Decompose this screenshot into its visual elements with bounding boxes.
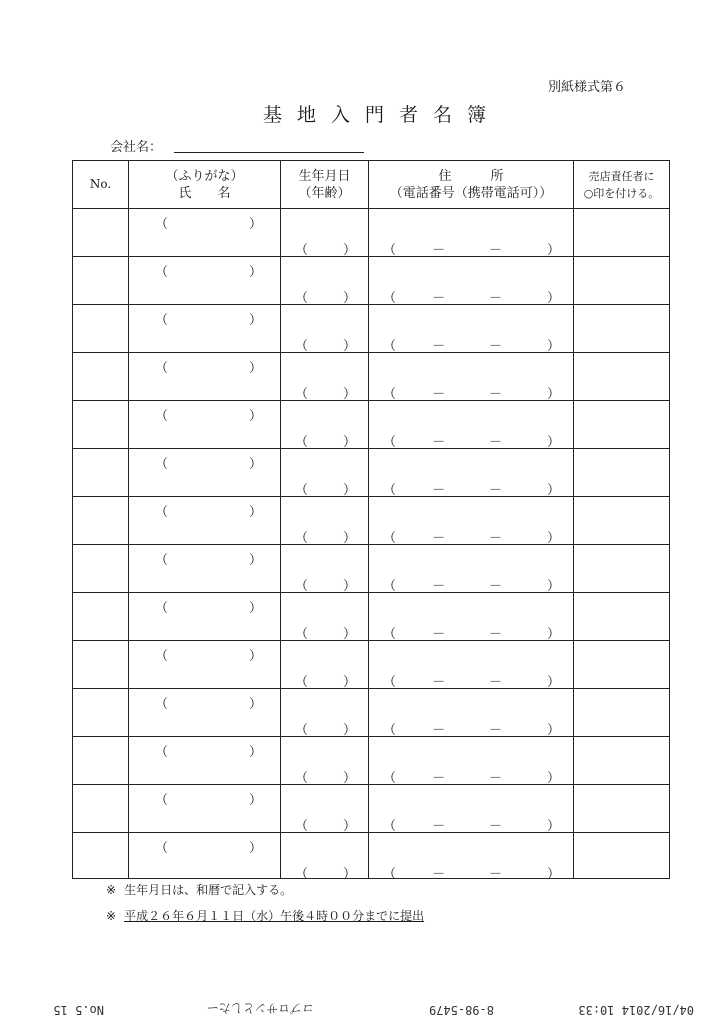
age-open-paren: （ bbox=[295, 483, 309, 498]
row-no-cell[interactable] bbox=[73, 209, 129, 257]
age-close-paren: ） bbox=[343, 339, 357, 354]
age-open-paren: （ bbox=[295, 531, 309, 546]
phone-dash-1: － bbox=[432, 435, 446, 450]
row-responsible-cell[interactable] bbox=[574, 833, 670, 879]
note-2-text: 平成２６年６月１１日（水）午後４時００分までに提出 bbox=[124, 909, 425, 923]
row-address-cell[interactable] bbox=[369, 545, 574, 593]
age-close-paren: ） bbox=[343, 387, 357, 402]
row-address-cell[interactable] bbox=[369, 353, 574, 401]
phone-close-paren: ） bbox=[547, 867, 561, 882]
row-responsible-cell[interactable] bbox=[574, 305, 670, 353]
furigana-open-paren: （ bbox=[155, 793, 169, 808]
company-name-label: 会社名： bbox=[110, 140, 163, 155]
row-no-cell[interactable] bbox=[73, 785, 129, 833]
phone-open-paren: （ bbox=[383, 435, 397, 450]
note-1 bbox=[106, 881, 292, 898]
phone-dash-2: － bbox=[489, 627, 503, 642]
age-close-paren: ） bbox=[343, 771, 357, 786]
phone-close-paren: ） bbox=[547, 387, 561, 402]
phone-open-paren: （ bbox=[383, 867, 397, 882]
row-dob-cell[interactable] bbox=[281, 593, 369, 641]
furigana-close-paren: ） bbox=[249, 793, 263, 808]
furigana-close-paren: ） bbox=[249, 601, 263, 616]
age-open-paren: （ bbox=[295, 435, 309, 450]
phone-close-paren: ） bbox=[547, 339, 561, 354]
row-name-cell[interactable] bbox=[129, 353, 281, 401]
header-responsible-line1: 売店責任者に bbox=[588, 169, 655, 183]
header-phone-label: （電話番号（携帯電話可）） bbox=[389, 185, 553, 201]
note-2-mark: ※ bbox=[106, 909, 117, 923]
phone-dash-2: － bbox=[489, 483, 503, 498]
age-open-paren: （ bbox=[295, 339, 309, 354]
table-row bbox=[73, 689, 670, 737]
row-no-cell[interactable] bbox=[73, 401, 129, 449]
phone-open-paren: （ bbox=[383, 531, 397, 546]
row-responsible-cell[interactable] bbox=[574, 497, 670, 545]
row-address-cell[interactable] bbox=[369, 209, 574, 257]
row-name-cell[interactable] bbox=[129, 641, 281, 689]
furigana-open-paren: （ bbox=[155, 313, 169, 328]
age-open-paren: （ bbox=[295, 291, 309, 306]
header-address bbox=[369, 161, 574, 209]
phone-open-paren: （ bbox=[383, 723, 397, 738]
furigana-open-paren: （ bbox=[155, 409, 169, 424]
header-name-furigana: （ふりがな） bbox=[165, 168, 244, 184]
note-2 bbox=[106, 907, 424, 924]
row-dob-cell[interactable] bbox=[281, 353, 369, 401]
phone-close-paren: ） bbox=[547, 243, 561, 258]
row-responsible-cell[interactable] bbox=[574, 689, 670, 737]
furigana-open-paren: （ bbox=[155, 361, 169, 376]
row-name-cell[interactable] bbox=[129, 737, 281, 785]
furigana-close-paren: ） bbox=[249, 217, 263, 232]
row-responsible-cell[interactable] bbox=[574, 593, 670, 641]
row-name-cell[interactable] bbox=[129, 785, 281, 833]
row-address-cell[interactable] bbox=[369, 257, 574, 305]
row-responsible-cell[interactable] bbox=[574, 449, 670, 497]
table-row bbox=[73, 545, 670, 593]
row-name-cell[interactable] bbox=[129, 209, 281, 257]
note-1-mark: ※ bbox=[106, 883, 117, 897]
table-row bbox=[73, 785, 670, 833]
header-name-label: 氏 名 bbox=[178, 185, 231, 201]
row-name-cell[interactable] bbox=[129, 545, 281, 593]
row-dob-cell[interactable] bbox=[281, 689, 369, 737]
phone-dash-2: － bbox=[489, 867, 503, 882]
table-row bbox=[73, 209, 670, 257]
age-open-paren: （ bbox=[295, 723, 309, 738]
phone-dash-1: － bbox=[432, 291, 446, 306]
header-responsible-line2: ○印を付ける。 bbox=[583, 186, 660, 200]
header-address-label: 住 所 bbox=[438, 168, 504, 184]
phone-close-paren: ） bbox=[547, 675, 561, 690]
phone-close-paren: ） bbox=[547, 771, 561, 786]
entrant-roster-table bbox=[72, 160, 670, 882]
phone-dash-2: － bbox=[489, 243, 503, 258]
phone-close-paren: ） bbox=[547, 723, 561, 738]
header-dob-label: 生年月日 bbox=[298, 168, 351, 184]
age-open-paren: （ bbox=[295, 627, 309, 642]
phone-open-paren: （ bbox=[383, 579, 397, 594]
phone-close-paren: ） bbox=[547, 531, 561, 546]
row-address-cell[interactable] bbox=[369, 305, 574, 353]
furigana-open-paren: （ bbox=[155, 457, 169, 472]
row-address-cell[interactable] bbox=[369, 689, 574, 737]
row-dob-cell[interactable] bbox=[281, 257, 369, 305]
furigana-close-paren: ） bbox=[249, 697, 263, 712]
row-address-cell[interactable] bbox=[369, 641, 574, 689]
row-dob-cell[interactable] bbox=[281, 401, 369, 449]
row-responsible-cell[interactable] bbox=[574, 257, 670, 305]
header-age-label: （年齢） bbox=[298, 185, 351, 201]
furigana-close-paren: ） bbox=[249, 553, 263, 568]
phone-dash-1: － bbox=[432, 771, 446, 786]
phone-open-paren: （ bbox=[383, 771, 397, 786]
row-no-cell[interactable] bbox=[73, 497, 129, 545]
phone-open-paren: （ bbox=[383, 675, 397, 690]
phone-dash-2: － bbox=[489, 531, 503, 546]
row-address-cell[interactable] bbox=[369, 401, 574, 449]
age-open-paren: （ bbox=[295, 867, 309, 882]
row-responsible-cell[interactable] bbox=[574, 353, 670, 401]
row-name-cell[interactable] bbox=[129, 593, 281, 641]
phone-open-paren: （ bbox=[383, 387, 397, 402]
table-header-row bbox=[73, 161, 670, 209]
phone-dash-2: － bbox=[489, 387, 503, 402]
header-no bbox=[73, 161, 129, 209]
phone-close-paren: ） bbox=[547, 819, 561, 834]
phone-dash-1: － bbox=[432, 483, 446, 498]
furigana-open-paren: （ bbox=[155, 505, 169, 520]
age-open-paren: （ bbox=[295, 579, 309, 594]
phone-close-paren: ） bbox=[547, 435, 561, 450]
row-responsible-cell[interactable] bbox=[574, 641, 670, 689]
phone-dash-2: － bbox=[489, 339, 503, 354]
phone-close-paren: ） bbox=[547, 483, 561, 498]
table-row bbox=[73, 449, 670, 497]
note-1-text: 生年月日は、和暦で記入する。 bbox=[124, 883, 293, 897]
age-close-paren: ） bbox=[343, 435, 357, 450]
furigana-close-paren: ） bbox=[249, 313, 263, 328]
row-name-cell[interactable] bbox=[129, 401, 281, 449]
table-row bbox=[73, 257, 670, 305]
phone-dash-2: － bbox=[489, 819, 503, 834]
table-row bbox=[73, 305, 670, 353]
age-close-paren: ） bbox=[343, 819, 357, 834]
row-dob-cell[interactable] bbox=[281, 785, 369, 833]
phone-close-paren: ） bbox=[547, 627, 561, 642]
age-close-paren: ） bbox=[343, 867, 357, 882]
furigana-open-paren: （ bbox=[155, 265, 169, 280]
age-open-paren: （ bbox=[295, 771, 309, 786]
phone-dash-2: － bbox=[489, 723, 503, 738]
furigana-open-paren: （ bbox=[155, 697, 169, 712]
furigana-open-paren: （ bbox=[155, 601, 169, 616]
row-name-cell[interactable] bbox=[129, 257, 281, 305]
row-no-cell[interactable] bbox=[73, 833, 129, 879]
age-close-paren: ） bbox=[343, 291, 357, 306]
row-name-cell[interactable] bbox=[129, 689, 281, 737]
row-no-cell[interactable] bbox=[73, 449, 129, 497]
age-close-paren: ） bbox=[343, 483, 357, 498]
table-row bbox=[73, 833, 670, 879]
phone-dash-2: － bbox=[489, 579, 503, 594]
furigana-close-paren: ） bbox=[249, 409, 263, 424]
fax-number: 8-98-5479 bbox=[428, 1003, 494, 1017]
phone-dash-2: － bbox=[489, 771, 503, 786]
furigana-close-paren: ） bbox=[249, 265, 263, 280]
table-row bbox=[73, 641, 670, 689]
furigana-open-paren: （ bbox=[155, 649, 169, 664]
furigana-close-paren: ） bbox=[249, 841, 263, 856]
row-dob-cell[interactable] bbox=[281, 497, 369, 545]
age-close-paren: ） bbox=[343, 723, 357, 738]
header-name bbox=[129, 161, 281, 209]
furigana-close-paren: ） bbox=[249, 457, 263, 472]
phone-dash-1: － bbox=[432, 243, 446, 258]
table-row bbox=[73, 593, 670, 641]
row-address-cell[interactable] bbox=[369, 737, 574, 785]
row-dob-cell[interactable] bbox=[281, 737, 369, 785]
row-responsible-cell[interactable] bbox=[574, 401, 670, 449]
phone-open-paren: （ bbox=[383, 243, 397, 258]
row-dob-cell[interactable] bbox=[281, 833, 369, 882]
row-name-cell[interactable] bbox=[129, 449, 281, 497]
company-name-line bbox=[174, 152, 364, 153]
fax-footer bbox=[30, 1001, 694, 1017]
age-close-paren: ） bbox=[343, 579, 357, 594]
furigana-close-paren: ） bbox=[249, 361, 263, 376]
furigana-open-paren: （ bbox=[155, 217, 169, 232]
phone-close-paren: ） bbox=[547, 291, 561, 306]
row-responsible-cell[interactable] bbox=[574, 737, 670, 785]
row-name-cell[interactable] bbox=[129, 305, 281, 353]
phone-dash-1: － bbox=[432, 627, 446, 642]
furigana-open-paren: （ bbox=[155, 553, 169, 568]
fax-page: No.5 15 bbox=[53, 1003, 104, 1017]
phone-dash-1: － bbox=[432, 819, 446, 834]
phone-dash-1: － bbox=[432, 339, 446, 354]
header-no-label: No. bbox=[89, 177, 112, 191]
header-responsible bbox=[574, 161, 670, 209]
row-dob-cell[interactable] bbox=[281, 449, 369, 497]
furigana-close-paren: ） bbox=[249, 505, 263, 520]
row-no-cell[interactable] bbox=[73, 593, 129, 641]
row-no-cell[interactable] bbox=[73, 737, 129, 785]
row-no-cell[interactable] bbox=[73, 545, 129, 593]
row-address-cell[interactable] bbox=[369, 449, 574, 497]
age-close-paren: ） bbox=[343, 675, 357, 690]
phone-close-paren: ） bbox=[547, 579, 561, 594]
row-dob-cell[interactable] bbox=[281, 545, 369, 593]
row-responsible-cell[interactable] bbox=[574, 545, 670, 593]
row-no-cell[interactable] bbox=[73, 305, 129, 353]
row-no-cell[interactable] bbox=[73, 353, 129, 401]
table-row bbox=[73, 401, 670, 449]
row-no-cell[interactable] bbox=[73, 257, 129, 305]
row-name-cell[interactable] bbox=[129, 497, 281, 545]
table-row bbox=[73, 497, 670, 545]
phone-open-paren: （ bbox=[383, 339, 397, 354]
row-address-cell[interactable] bbox=[369, 833, 574, 882]
furigana-close-paren: ） bbox=[249, 745, 263, 760]
phone-open-paren: （ bbox=[383, 291, 397, 306]
row-address-cell[interactable] bbox=[369, 785, 574, 833]
row-responsible-cell[interactable] bbox=[574, 785, 670, 833]
age-open-paren: （ bbox=[295, 675, 309, 690]
phone-dash-1: － bbox=[432, 867, 446, 882]
fax-sender: コプロサンとしたー bbox=[206, 1001, 314, 1015]
header-dob bbox=[281, 161, 369, 209]
row-address-cell[interactable] bbox=[369, 497, 574, 545]
phone-dash-1: － bbox=[432, 387, 446, 402]
age-close-paren: ） bbox=[343, 531, 357, 546]
row-dob-cell[interactable] bbox=[281, 305, 369, 353]
age-close-paren: ） bbox=[343, 243, 357, 258]
age-close-paren: ） bbox=[343, 627, 357, 642]
form-id: 別紙様式第６ bbox=[548, 80, 627, 95]
fax-datetime: 04/16/2014 10:33 bbox=[578, 1003, 694, 1017]
phone-dash-1: － bbox=[432, 531, 446, 546]
row-name-cell[interactable] bbox=[129, 833, 281, 879]
furigana-open-paren: （ bbox=[155, 841, 169, 856]
phone-dash-2: － bbox=[489, 675, 503, 690]
age-open-paren: （ bbox=[295, 819, 309, 834]
row-dob-cell[interactable] bbox=[281, 209, 369, 257]
phone-dash-1: － bbox=[432, 675, 446, 690]
phone-open-paren: （ bbox=[383, 627, 397, 642]
row-dob-cell[interactable] bbox=[281, 641, 369, 689]
row-no-cell[interactable] bbox=[73, 641, 129, 689]
phone-dash-1: － bbox=[432, 723, 446, 738]
row-no-cell[interactable] bbox=[73, 689, 129, 737]
age-open-paren: （ bbox=[295, 387, 309, 402]
phone-dash-2: － bbox=[489, 291, 503, 306]
phone-open-paren: （ bbox=[383, 819, 397, 834]
age-open-paren: （ bbox=[295, 243, 309, 258]
roster-body bbox=[73, 209, 670, 882]
table-row bbox=[73, 353, 670, 401]
phone-dash-2: － bbox=[489, 435, 503, 450]
furigana-close-paren: ） bbox=[249, 649, 263, 664]
phone-open-paren: （ bbox=[383, 483, 397, 498]
document-title: 基地入門者名簿 bbox=[262, 104, 501, 126]
row-responsible-cell[interactable] bbox=[574, 209, 670, 257]
phone-dash-1: － bbox=[432, 579, 446, 594]
table-row bbox=[73, 737, 670, 785]
furigana-open-paren: （ bbox=[155, 745, 169, 760]
row-address-cell[interactable] bbox=[369, 593, 574, 641]
